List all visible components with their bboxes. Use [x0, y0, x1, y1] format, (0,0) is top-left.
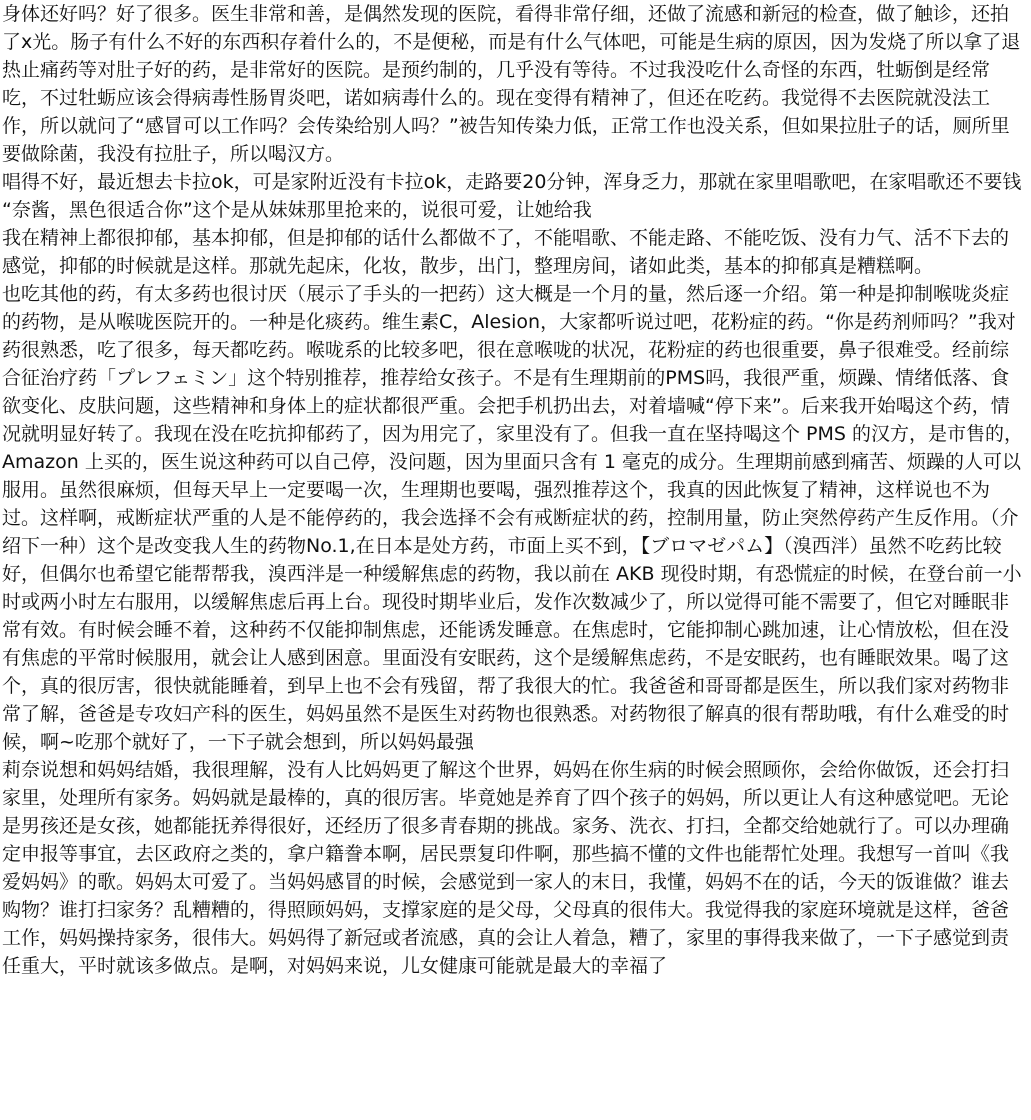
- paragraph-karaoke: 唱得不好，最近想去卡拉ok，可是家附近没有卡拉ok，走路要20分钟，浑身乏力，那就在家里唱歌吧，在家唱歌还不要钱: [2, 171, 1022, 193]
- paragraph-black-outfit: “奈酱，黑色很适合你”这个是从妹妹那里抢来的，说很可爱，让她给我: [2, 199, 592, 221]
- paragraph-illness-recovery: 身体还好吗？好了很多。医生非常和善，是偶然发现的医院，看得非常仔细，还做了流感和新冠的检查，做了触诊，还拍了x光。肠子有什么不好的东西积存着什么的，不是便秘，而是有什么气体吧，可能是生病的原因，因为发烧了所以拿了退热止痛药等对肚子好的药，是非常好的医院。是预约制的，几乎没有等待。不过我没吃什么奇怪的东西，牡蛎倒是经常吃，不过牡蛎应该会得病毒性肠胃炎吧，诺如病毒什么的。现在变得有精神了，但还在吃药。我觉得不去医院就没法工作，所以就问了“感冒可以工作吗？会传染给别人吗？”被告知传染力低，正常工作也没关系，但如果拉肚子的话，厕所里要做除菌，我没有拉肚子，所以喝汉方。: [2, 3, 1021, 165]
- paragraph-medicines: 也吃其他的药，有太多药也很讨厌（展示了手头的一把药）这大概是一个月的量，然后逐一介绍。第一种是抑制喉咙炎症的药物，是从喉咙医院开的。一种是化痰药。维生素C，Alesion，大家都听说过吧，花粉症的药。“你是药剂师吗？”我对药很熟悉，吃了很多，每天都吃药。喉咙系的比较多吧，很在意喉咙的状况，花粉症的药也很重要，鼻子很难受。经前综合征治疗药「プレフェミン」这个特别推荐，推荐给女孩子。不是有生理期前的PMS吗，我很严重，烦躁、情绪低落、食欲变化、皮肤问题，这些精神和身体上的症状都很严重。会把手机扔出去，对着墙喊“停下来”。后来我开始喝这个药，情况就明显好转了。我现在没在吃抗抑郁药了，因为用完了，家里没有了。但我一直在坚持喝这个 PMS 的汉方，是市售的，Amazon 上买的，医生说这种药可以自己停，没问题，因为里面只含有 1 毫克的成分。生理期前感到痛苦、烦躁的人可以服用。虽然很麻烦，但每天早上一定要喝一次，生理期也要喝，强烈推荐这个，我真的因此恢复了精神，这样说也不为过。这样啊，戒断症状严重的人是不能停药的，我会选择不会有戒断症状的药，控制用量，防止突然停药产生反作用。（介绍下一种）这个是改变我人生的药物No.1,在日本是处方药，市面上买不到，【ブロマゼパム】（溴西泮）虽然不吃药比较好，但偶尔也希望它能帮帮我，溴西泮是一种缓解焦虑的药物，我以前在 AKB 现役时期，有恐慌症的时候，在登台前一小时或两小时左右服用，以缓解焦虑后再上台。现役时期毕业后，发作次数减少了，所以觉得可能不需要了，但它对睡眠非常有效。有时候会睡不着，这种药不仅能抑制焦虑，还能诱发睡意。在焦虑时，它能抑制心跳加速，让心情放松，但在没有焦虑的平常时候服用，就会让人感到困意。里面没有安眠药，这个是缓解焦虑药，不是安眠药，也有睡眠效果。喝了这个，真的很厉害，很快就能睡着，到早上也不会有残留，帮了我很大的忙。我爸爸和哥哥都是医生，所以我们家对药物非常了解，爸爸是专攻妇产科的医生，妈妈虽然不是医生对药物也很熟悉。对药物很了解真的很有帮助哦，有什么难受的时候，啊~吃那个就好了，一下子就会想到，所以妈妈最强: [2, 283, 1023, 753]
- paragraph-depression: 我在精神上都很抑郁，基本抑郁，但是抑郁的话什么都做不了，不能唱歌、不能走路、不能吃饭、没有力气、活不下去的感觉，抑郁的时候就是这样。那就先起床，化妆，散步，出门，整理房间，诸如此类，基本的抑郁真是糟糕啊。: [2, 227, 1010, 277]
- paragraph-mother: 莉奈说想和妈妈结婚，我很理解，没有人比妈妈更了解这个世界，妈妈在你生病的时候会照顾你，会给你做饭，还会打扫家里，处理所有家务。妈妈就是最棒的，真的很厉害。毕竟她是养育了四个孩子的妈妈，所以更让人有这种感觉吧。无论是男孩还是女孩，她都能抚养得很好，还经历了很多青春期的挑战。家务、洗衣、打扫，全都交给她就行了。可以办理确定申报等事宜，去区政府之类的，拿户籍誊本啊，居民票复印件啊，那些搞不懂的文件也能帮忙处理。我想写一首叫《我爱妈妈》的歌。妈妈太可爱了。当妈妈感冒的时候，会感觉到一家人的末日，我懂，妈妈不在的话，今天的饭谁做？谁去购物？谁打扫家务？乱糟糟的，得照顾妈妈，支撑家庭的是父母，父母真的很伟大。我觉得我的家庭环境就是这样，爸爸工作，妈妈操持家务，很伟大。妈妈得了新冠或者流感，真的会让人着急，糟了，家里的事得我来做了，一下子感觉到责任重大，平时就该多做点。是啊，对妈妈来说，儿女健康可能就是最大的幸福了: [2, 759, 1010, 977]
